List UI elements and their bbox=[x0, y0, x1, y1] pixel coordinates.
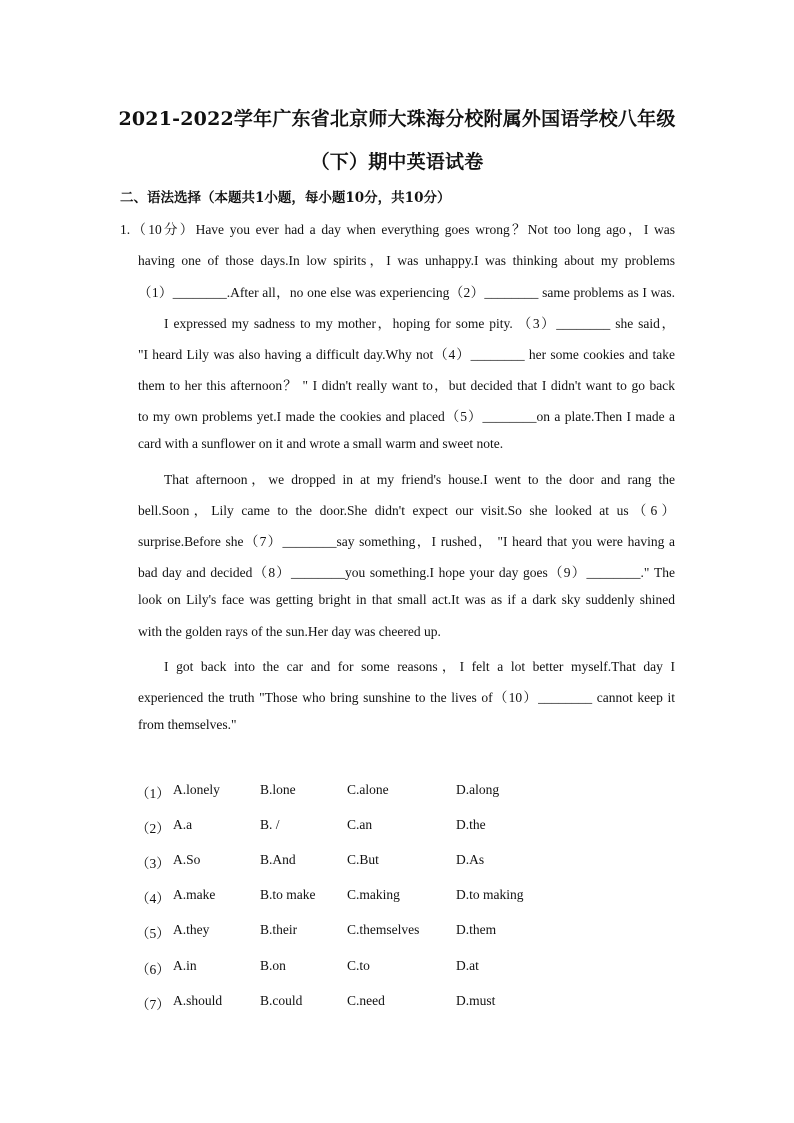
option-c[interactable]: C.need bbox=[347, 993, 385, 1008]
option-a[interactable]: A.lonely bbox=[173, 782, 220, 797]
option-b[interactable]: B.on bbox=[260, 958, 286, 973]
passage-line: 1.（10分）Have you ever had a day when everything goes wrong？Not too long ago，I was bbox=[120, 222, 675, 237]
passage-line: That afternoon，we dropped in at my friend's house.I went to the door and rang the bbox=[164, 472, 675, 487]
passage-line: card with a sunflower on it and wrote a small warm and sweet note. bbox=[138, 436, 504, 451]
option-c[interactable]: C.themselves bbox=[347, 922, 420, 937]
option-b[interactable]: B.And bbox=[260, 852, 296, 867]
option-b[interactable]: B.lone bbox=[260, 782, 296, 797]
option-a[interactable]: A.should bbox=[173, 993, 223, 1008]
option-c[interactable]: C.an bbox=[347, 817, 373, 832]
option-b[interactable]: B.to make bbox=[260, 887, 316, 902]
option-d[interactable]: D.the bbox=[456, 817, 486, 832]
passage-line: bell.Soon，Lily came to the door.She didn't expect our visit.So she looked at us（6） bbox=[138, 503, 675, 518]
option-a[interactable]: A.make bbox=[173, 887, 216, 902]
option-number: （4） bbox=[136, 891, 170, 906]
passage-line: surprise.Before she（7）________say something，I rushed， "I heard that you were having a bbox=[138, 534, 675, 549]
option-d[interactable]: D.along bbox=[456, 782, 500, 797]
option-a[interactable]: A.in bbox=[173, 958, 197, 973]
option-d[interactable]: D.As bbox=[456, 852, 485, 867]
passage-line: look on Lily's face was getting bright in that small act.It was as if a dark sky suddenly shined bbox=[138, 592, 675, 607]
option-c[interactable]: C.alone bbox=[347, 782, 389, 797]
passage-line: with the golden rays of the sun.Her day was cheered up. bbox=[138, 624, 441, 639]
option-a[interactable]: A.they bbox=[173, 922, 210, 937]
option-c[interactable]: C.But bbox=[347, 852, 379, 867]
option-number: （2） bbox=[136, 821, 170, 836]
section-heading: 二、语法选择（本题共1小题，每小题10分，共10分） bbox=[120, 190, 451, 206]
passage-line: "I heard Lily was also having a difficult day.Why not（4）________ her some cookies and take bbox=[138, 347, 675, 362]
passage-line: having one of those days.In low spirits，I was unhappy.I was thinking about my problems bbox=[138, 253, 675, 268]
passage-line: from themselves." bbox=[138, 717, 237, 732]
option-a[interactable]: A.So bbox=[173, 852, 201, 867]
option-a[interactable]: A.a bbox=[173, 817, 193, 832]
option-number: （3） bbox=[136, 856, 170, 871]
passage-line: I expressed my sadness to my mother，hoping for some pity. （3）________ she said， bbox=[164, 316, 675, 331]
option-b[interactable]: B.could bbox=[260, 993, 303, 1008]
exam-title-line-2: （下）期中英语试卷 bbox=[310, 151, 484, 173]
option-number: （6） bbox=[136, 962, 170, 977]
option-b[interactable]: B. / bbox=[260, 817, 280, 832]
option-c[interactable]: C.making bbox=[347, 887, 400, 902]
option-c[interactable]: C.to bbox=[347, 958, 370, 973]
passage-line: them to her this afternoon？ " I didn't really want to，but decided that I didn't want to go back bbox=[138, 378, 675, 393]
passage-line: experienced the truth "Those who bring sunshine to the lives of（10）________ cannot keep it bbox=[138, 690, 675, 705]
option-d[interactable]: D.must bbox=[456, 993, 496, 1008]
option-b[interactable]: B.their bbox=[260, 922, 298, 937]
option-d[interactable]: D.them bbox=[456, 922, 497, 937]
option-number: （5） bbox=[136, 926, 170, 941]
option-d[interactable]: D.to making bbox=[456, 887, 524, 902]
passage-line: to my own problems yet.I made the cookies and placed（5）________on a plate.Then I made a bbox=[138, 409, 675, 424]
option-number: （1） bbox=[136, 786, 170, 801]
exam-title-line-1: 2021-2022学年广东省北京师大珠海分校附属外国语学校八年级 bbox=[118, 108, 676, 130]
option-number: （7） bbox=[136, 997, 170, 1012]
passage-line: I got back into the car and for some reasons，I felt a lot better myself.That day I bbox=[164, 659, 675, 674]
passage-line: （1）________.After all，no one else was experiencing（2）________ same problems as I was. bbox=[138, 285, 675, 300]
passage-line: bad day and decided（8）________you something.I hope your day goes（9）________." The bbox=[138, 565, 675, 580]
option-d[interactable]: D.at bbox=[456, 958, 479, 973]
